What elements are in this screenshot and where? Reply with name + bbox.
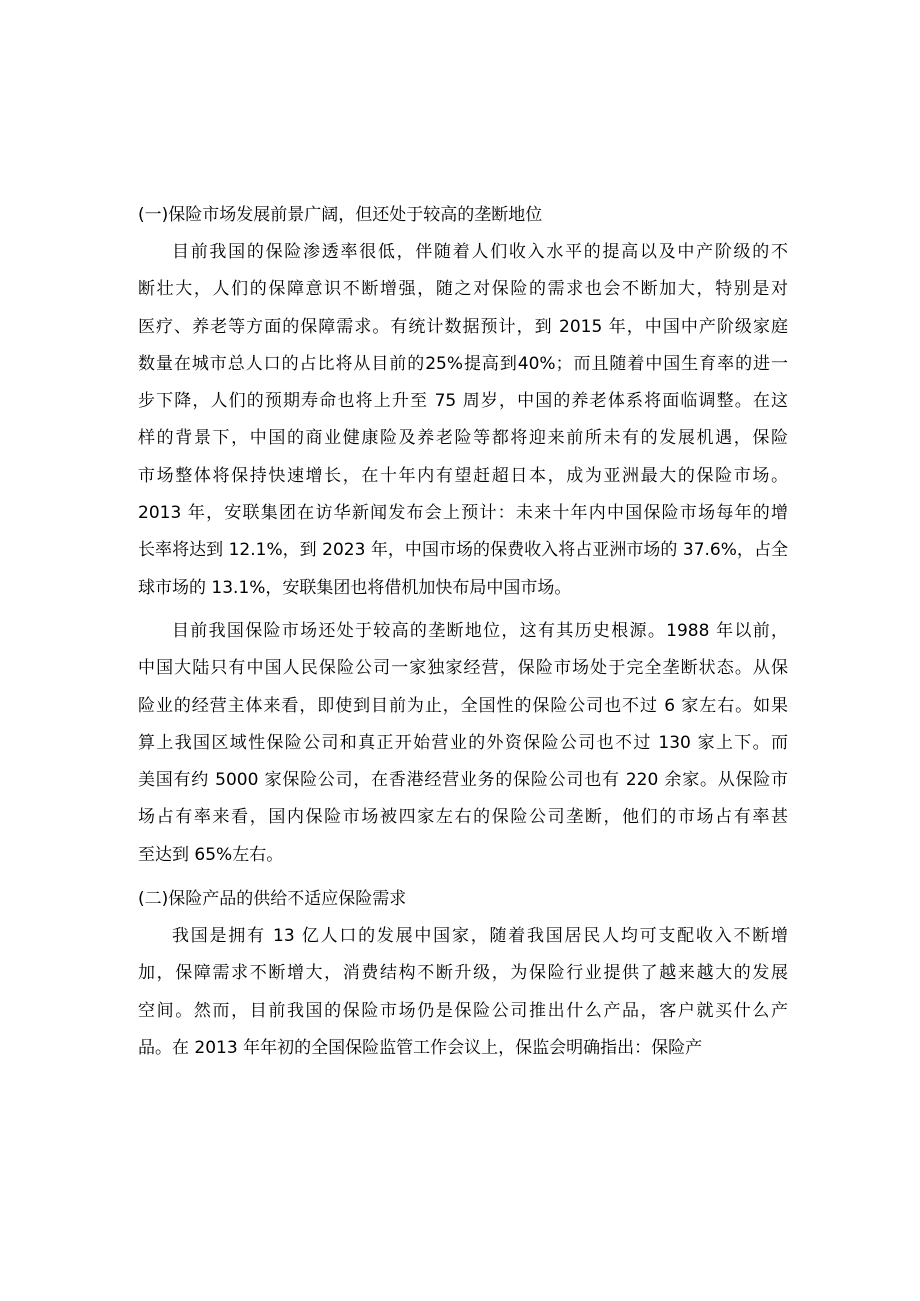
text-line: 2013 年，安联集团在访华新闻发布会上预计：未来十年内中国保险市场每年的增 bbox=[138, 503, 788, 524]
text-line: 长率将达到 12.1%，到 2023 年，中国市场的保费收入将占亚洲市场的 37.6%，占全 bbox=[138, 540, 788, 561]
text-line: 场占有率来看，国内保险市场被四家左右的保险公司垄断，他们的市场占有率甚 bbox=[138, 807, 788, 828]
text-line: 中国大陆只有中国人民保险公司一家独家经营，保险市场处于完全垄断状态。从保 bbox=[138, 658, 788, 679]
text-line: 目前我国保险市场还处于较高的垄断地位，这有其历史根源。1988 年以前， bbox=[172, 620, 788, 641]
text-line: 市场整体将保持快速增长，在十年内有望赶超日本，成为亚洲最大的保险市场。 bbox=[138, 465, 788, 486]
text-line: 医疗、养老等方面的保障需求。有统计数据预计，到 2015 年，中国中产阶级家庭 bbox=[138, 316, 788, 337]
text-line: 球市场的 13.1%，安联集团也将借机加快布局中国市场。 bbox=[138, 577, 572, 598]
text-line: 空间。然而，目前我国的保险市场仍是保险公司推出什么产品，客户就买什么产 bbox=[138, 1000, 788, 1021]
text-line: 美国有约 5000 家保险公司，在香港经营业务的保险公司也有 220 余家。从保险市 bbox=[138, 770, 788, 791]
paragraph-3 bbox=[138, 918, 788, 1067]
paragraph-2 bbox=[138, 613, 788, 874]
text-line: 目前我国的保险渗透率很低，伴随着人们收入水平的提高以及中产阶级的不 bbox=[172, 242, 788, 262]
text-line: 数量在城市总人口的占比将从目前的25%提高到40%；而且随着中国生育率的进一 bbox=[138, 353, 788, 374]
text-line: 样的背景下，中国的商业健康险及养老险等都将迎来前所未有的发展机遇，保险 bbox=[138, 428, 788, 449]
text-line: 算上我国区域性保险公司和真正开始营业的外资保险公司也不过 130 家上下。而 bbox=[138, 732, 788, 753]
text-line: 步下降，人们的预期寿命也将上升至 75 周岁，中国的养老体系将面临调整。在这 bbox=[138, 391, 788, 412]
section-heading-2: (二)保险产品的供给不适应保险需求 bbox=[138, 889, 407, 910]
text-line: 险业的经营主体来看，即使到目前为止，全国性的保险公司也不过 6 家左右。如果 bbox=[138, 695, 788, 716]
text-line: 断壮大，人们的保障意识不断增强，随之对保险的需求也会不断加大，特别是对 bbox=[138, 279, 788, 300]
paragraph-1 bbox=[138, 234, 788, 607]
text-line: 至达到 65%左右。 bbox=[138, 844, 284, 865]
text-line: 品。在 2013 年年初的全国保险监管工作会议上，保监会明确指出：保险产 bbox=[138, 1037, 703, 1058]
document-body bbox=[138, 196, 788, 1073]
text-line: 加，保障需求不断增大，消费结构不断升级，为保险行业提供了越来越大的发展 bbox=[138, 963, 788, 984]
text-line: 我国是拥有 13 亿人口的发展中国家，随着我国居民人均可支配收入不断增 bbox=[172, 926, 788, 947]
section-heading-1: (一)保险市场发展前景广阔，但还处于较高的垄断地位 bbox=[138, 205, 543, 225]
